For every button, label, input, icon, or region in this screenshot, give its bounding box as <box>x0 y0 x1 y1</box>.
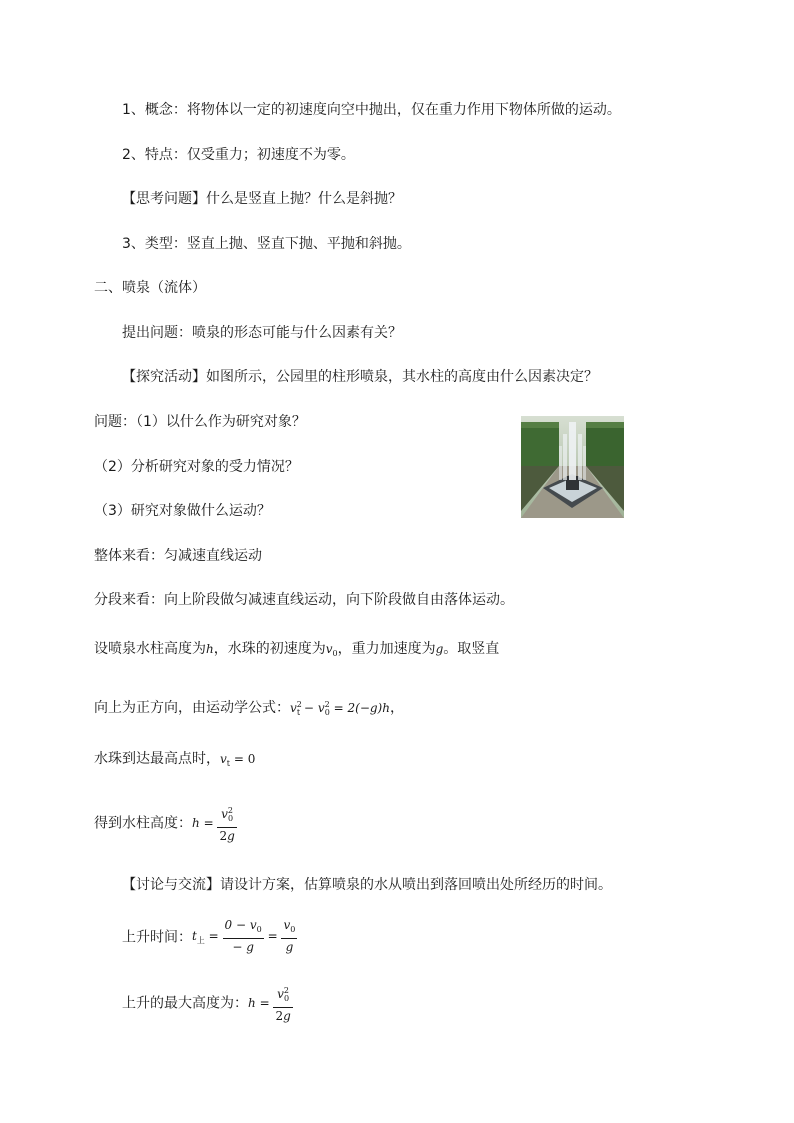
discussion-line: 【讨论与交流】请设计方案，估算喷泉的水从喷出到落回喷出处所经历的时间。 <box>122 877 612 893</box>
var-h: h <box>206 642 214 656</box>
rise-time-line: 上升时间：$t_上$ = $\frac{0 - v_0}{- g}$ = $\frac{v_0}{g}$ <box>122 918 296 954</box>
fountain-photo <box>521 416 624 518</box>
vt-zero-formula: $v_t = 0$ <box>220 752 256 768</box>
think-question: 【思考问题】什么是竖直上抛？什么是斜抛？ <box>122 191 402 207</box>
top-point-line: 水珠到达最高点时，$v_t = 0$ <box>94 751 256 768</box>
segment-view: 分段来看：向上阶段做匀减速直线运动，向下阶段做自由落体运动。 <box>94 592 514 608</box>
rise-time-formula: $t_上$ = $\frac{0 - v_0}{- g}$ = $\frac{v_0}{g}$ <box>192 918 296 954</box>
question-2: （2）分析研究对象的受力情况？ <box>94 459 299 475</box>
overall-view: 整体来看：匀减速直线运动 <box>94 548 262 564</box>
feature-line: 2、特点：仅受重力；初速度不为零。 <box>122 147 355 163</box>
var-v0: $v_0$ <box>325 642 338 658</box>
explore-activity: 【探究活动】如图所示，公园里的柱形喷泉，其水柱的高度由什么因素决定？ <box>122 369 598 385</box>
question-3: （3）研究对象做什么运动？ <box>94 503 271 519</box>
assumption-line: 设喷泉水柱高度为h，水珠的初速度为$v_0$，重力加速度为g。取竖直 <box>94 641 500 658</box>
types-line: 3、类型：竖直上抛、竖直下抛、平抛和斜抛。 <box>122 236 411 252</box>
height-result-line: 得到水柱高度：h = $\frac{v^2_0}{2g}$ <box>94 803 237 844</box>
question-intro: 提出问题：喷泉的形态可能与什么因素有关？ <box>122 325 402 341</box>
question-1: 问题：（1）以什么作为研究对象？ <box>94 414 306 430</box>
kinematic-formula: $v^2_t - v^2_0 = 2(-g)h$ <box>290 700 390 717</box>
var-g: g <box>435 642 444 656</box>
max-height-formula: h = $\frac{v^2_0}{2g}$ <box>248 996 293 1010</box>
height-formula: h = $\frac{v^2_0}{2g}$ <box>192 816 237 830</box>
max-height-line: 上升的最大高度为：h = $\frac{v^2_0}{2g}$ <box>122 983 293 1024</box>
section2-heading: 二、喷泉（流体） <box>94 280 206 296</box>
direction-line: 向上为正方向，由运动学公式：$v^2_t - v^2_0 = 2(-g)h$， <box>94 700 404 717</box>
concept-line: 1、概念：将物体以一定的初速度向空中抛出，仅在重力作用下物体所做的运动。 <box>122 102 621 118</box>
